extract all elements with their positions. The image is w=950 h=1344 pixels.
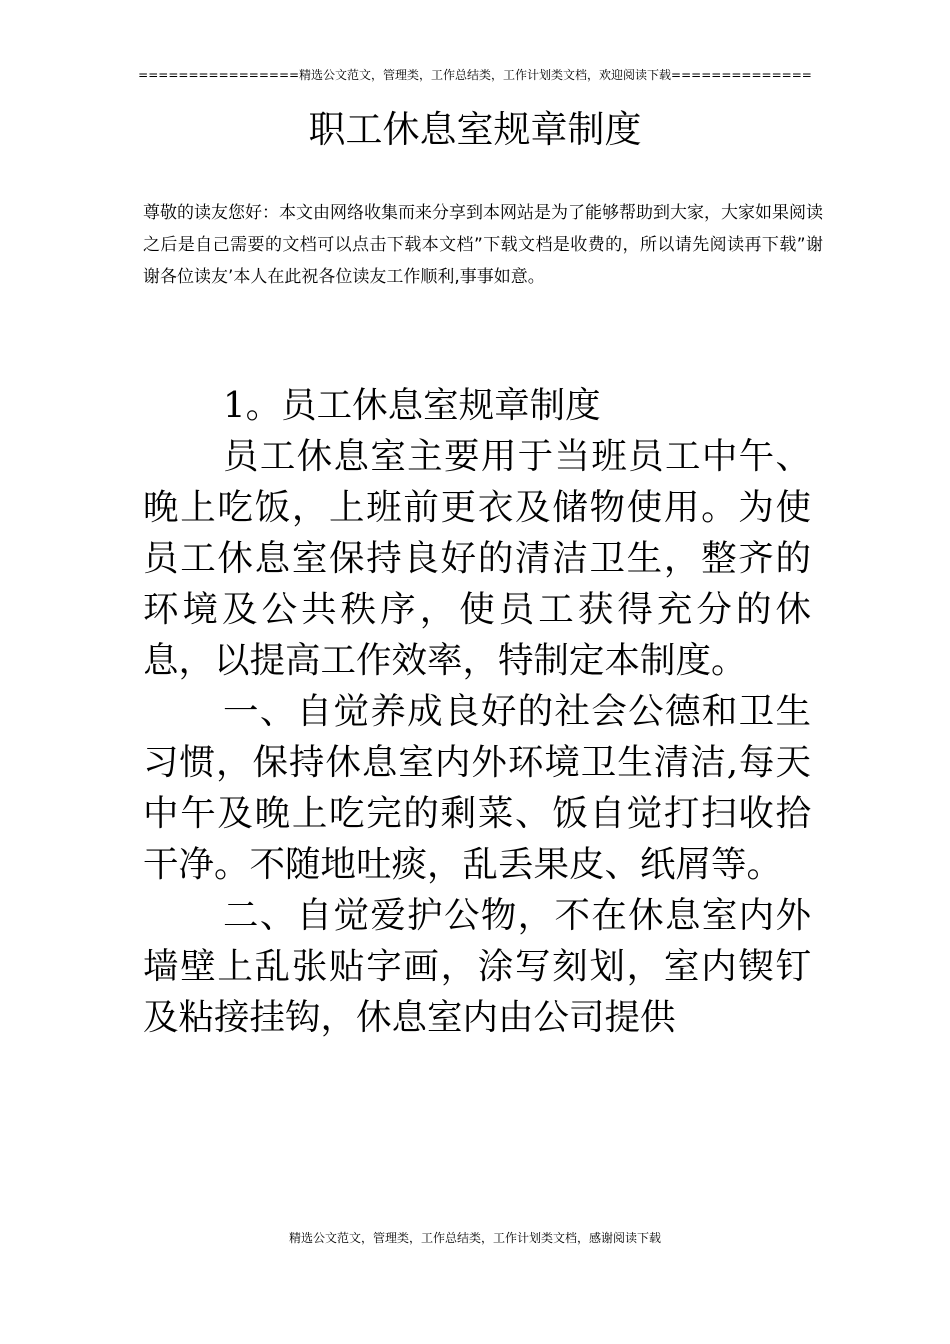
body-paragraph: 二、自觉爱护公物，不在休息室内外墙壁上乱张贴字画，涂写刻划，室内锲钉及粘接挂钩，休息室内由公司提供 xyxy=(143,895,811,1038)
document-title: 职工休息室规章制度 xyxy=(308,108,642,151)
footer-banner: 精选公文范文，管理类，工作总结类，工作计划类文档，感谢阅读下载 xyxy=(288,1231,661,1245)
body-paragraph: 员工休息室主要用于当班员工中午、晚上吃饭，上班前更衣及储物使用。为使员工休息室保持良好的清洁卫生，整齐的环境及公共秩序，使员工获得充分的休息，以提高工作效率，特制定本制度。 xyxy=(143,436,811,681)
intro-note: 尊敬的读友您好：本文由网络收集而来分享到本网站是为了能够帮助到大家，大家如果阅读之后是自己需要的文档可以点击下载本文档”下载文档是收费的，所以请先阅读再下载”谢谢各位读友’本人在此祝各位读友工作顺利,事事如意。 xyxy=(143,203,823,287)
body-paragraph: 一、自觉养成良好的社会公德和卫生习惯，保持休息室内外环境卫生清洁,每天中午及晚上吃完的剩菜、饭自觉打扫收拾干净。不随地吐痰，乱丢果皮、纸屑等。 xyxy=(143,691,811,885)
document-body xyxy=(143,380,811,1043)
section-heading: 1。员工休息室规章制度 xyxy=(223,385,601,426)
header-banner: ================精选公文范文，管理类，工作总结类，工作计划类文档，欢迎阅读下载============== xyxy=(138,68,812,82)
